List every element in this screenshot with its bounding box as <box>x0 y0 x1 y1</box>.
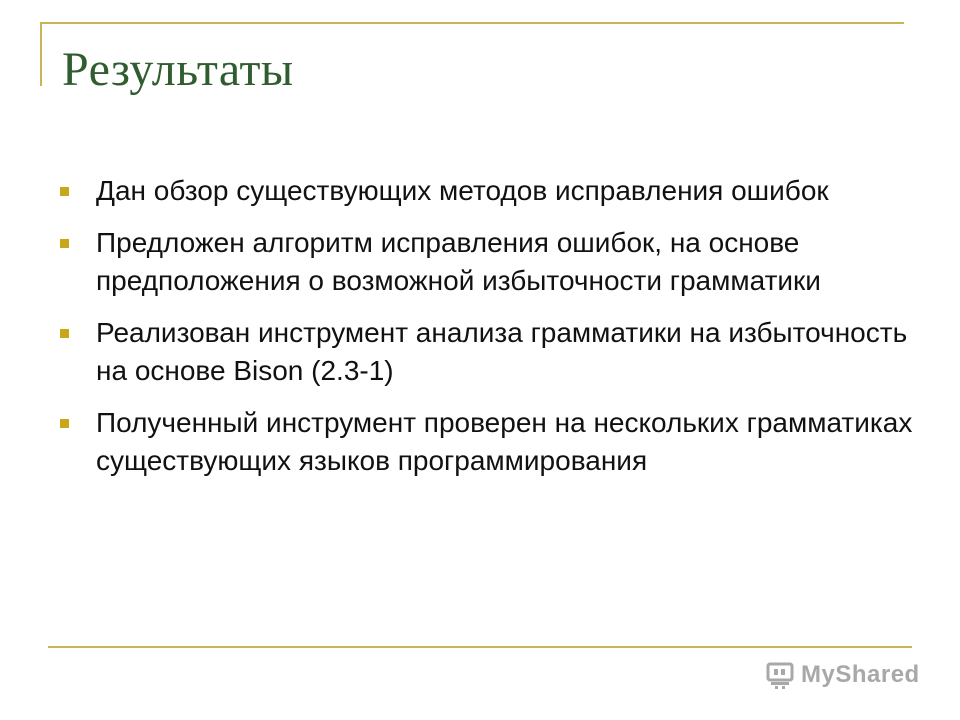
bullet-text: Дан обзор существующих методов исправления ошибок <box>96 175 829 206</box>
bullet-item <box>60 224 920 300</box>
bottom-border-line <box>48 646 912 648</box>
bullet-text: Реализован инструмент анализа грамматики на избыточность на основе Bison (2.3-1) <box>96 317 908 386</box>
square-bullet-icon <box>60 239 69 248</box>
watermark-text: MyShared <box>801 661 920 688</box>
myshared-logo-icon <box>765 660 795 690</box>
bullet-item <box>60 172 920 210</box>
square-bullet-icon <box>60 329 69 338</box>
watermark <box>765 658 920 692</box>
square-bullet-icon <box>60 419 69 428</box>
square-bullet-icon <box>60 187 69 196</box>
bullet-list <box>60 172 920 494</box>
bullet-text: Предложен алгоритм исправления ошибок, на основе предположения о возможной избыточности грамматики <box>96 227 821 296</box>
bullet-item <box>60 314 920 390</box>
slide-title: Результаты <box>62 43 294 96</box>
top-border-line <box>40 22 904 24</box>
bullet-item <box>60 404 920 480</box>
left-border-line <box>40 22 42 86</box>
bullet-text: Полученный инструмент проверен на нескольких грамматиках существующих языков программирования <box>96 407 913 476</box>
